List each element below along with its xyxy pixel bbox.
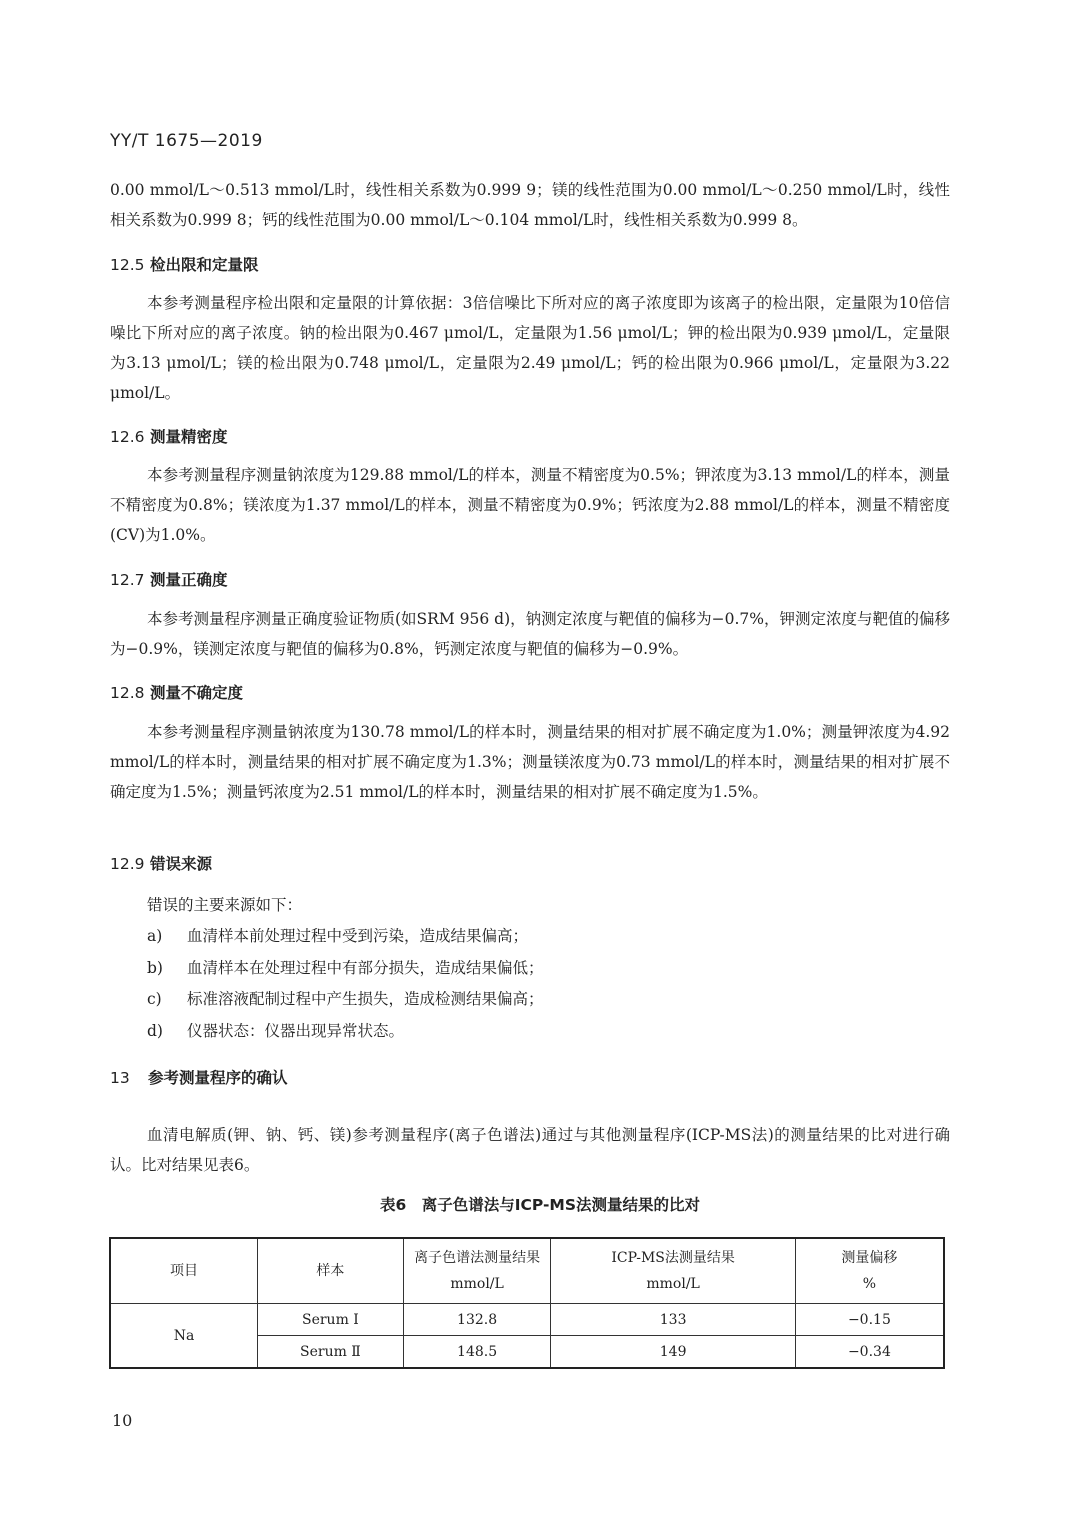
list-item bbox=[147, 1016, 544, 1048]
list-marker: b) bbox=[147, 958, 163, 977]
page-number: 10 bbox=[112, 1411, 133, 1430]
standard-header: YY/T 1675—2019 bbox=[110, 131, 263, 151]
list-text: 血清样本在处理过程中有部分损失，造成结果偏低； bbox=[187, 958, 544, 977]
header-line: 测量偏移 bbox=[841, 1250, 898, 1266]
section-number: 12.9 bbox=[110, 855, 145, 873]
error-sources-list bbox=[147, 921, 544, 1047]
list-marker: a) bbox=[147, 927, 163, 945]
section-number: 12.7 bbox=[110, 571, 145, 589]
section-12-8-heading bbox=[110, 681, 243, 703]
list-marker: d) bbox=[147, 1021, 163, 1040]
cell-item: Na bbox=[110, 1304, 258, 1369]
section-title: 测量正确度 bbox=[150, 571, 228, 589]
section-number: 12.5 bbox=[110, 256, 145, 274]
section-title: 参考测量程序的确认 bbox=[148, 1069, 288, 1087]
list-text: 仪器状态：仪器出现异常状态。 bbox=[187, 1021, 405, 1040]
table-header-row bbox=[110, 1238, 944, 1304]
list-item bbox=[147, 921, 544, 953]
section-title: 测量精密度 bbox=[150, 428, 228, 446]
header-item: 项目 bbox=[110, 1238, 258, 1304]
section-title: 错误来源 bbox=[150, 855, 213, 873]
paragraph-linearity: 0.00 mmol/L～0.513 mmol/L时，线性相关系数为0.999 9；镁的线性范围为0.00 mmol/L～0.250 mmol/L时，线性相关系数为0.999 8；钙的线性范围为0.00 mmol/L～0.104 mmol/L时，线性相关系数为0.999 8。 bbox=[110, 181, 950, 229]
cell-bias: −0.34 bbox=[795, 1336, 944, 1369]
header-line: 离子色谱法测量结果 bbox=[414, 1250, 541, 1266]
section-title: 测量不确定度 bbox=[150, 684, 244, 702]
cell-sample: Serum Ⅰ bbox=[258, 1304, 404, 1336]
paragraph-precision: 本参考测量程序测量钠浓度为129.88 mmol/L的样本，测量不精密度为0.5%；钾浓度为3.13 mmol/L的样本，测量不精密度为0.8%；镁浓度为1.37 mmol/L的样本，测量不精密度为0.9%；钙浓度为2.88 mmol/L的样本，测量不精密度(CV)为1.0%。 bbox=[110, 466, 950, 544]
section-12-5-heading bbox=[110, 253, 259, 275]
list-item bbox=[147, 984, 544, 1016]
error-sources-intro: 错误的主要来源如下： bbox=[147, 896, 303, 914]
header-unit: mmol/L bbox=[646, 1276, 700, 1292]
section-12-6-heading bbox=[110, 425, 228, 447]
comparison-table bbox=[109, 1237, 945, 1369]
cell-icp: 149 bbox=[551, 1336, 795, 1369]
header-bias bbox=[795, 1238, 944, 1304]
cell-ic: 148.5 bbox=[403, 1336, 551, 1369]
cell-ic: 132.8 bbox=[403, 1304, 551, 1336]
section-13-heading bbox=[110, 1066, 288, 1088]
cell-sample: Serum Ⅱ bbox=[258, 1336, 404, 1369]
paragraph-confirmation: 血清电解质(钾、钠、钙、镁)参考测量程序(离子色谱法)通过与其他测量程序(ICP-MS法)的测量结果的比对进行确认。比对结果见表6。 bbox=[110, 1126, 950, 1174]
section-12-9-heading bbox=[110, 852, 212, 874]
cell-icp: 133 bbox=[551, 1304, 795, 1336]
section-number: 13 bbox=[110, 1069, 130, 1087]
paragraph-detection-limit: 本参考测量程序检出限和定量限的计算依据：3倍信噪比下所对应的离子浓度即为该离子的检出限，定量限为10倍信噪比下所对应的离子浓度。钠的检出限为0.467 μmol/L，定量限为1.56 μmol/L；钾的检出限为0.939 μmol/L，定量限为3.13 μmol/L；镁的检出限为0.748 μmol/L，定量限为2.49 μmol/L；钙的检出限为0.966 μmol/L，定量限为3.22 μmol/L。 bbox=[110, 294, 950, 402]
list-text: 血清样本前处理过程中受到污染，造成结果偏高； bbox=[187, 927, 529, 945]
cell-bias: −0.15 bbox=[795, 1304, 944, 1336]
table-row bbox=[110, 1304, 944, 1336]
list-text: 标准溶液配制过程中产生损失，造成检测结果偏高； bbox=[187, 990, 544, 1008]
section-title: 检出限和定量限 bbox=[150, 256, 259, 274]
list-marker: c) bbox=[147, 990, 162, 1008]
header-unit: mmol/L bbox=[450, 1276, 504, 1292]
paragraph-uncertainty: 本参考测量程序测量钠浓度为130.78 mmol/L的样本时，测量结果的相对扩展不确定度为1.0%；测量钾浓度为4.92 mmol/L的样本时，测量结果的相对扩展不确定度为1.3%；测量镁浓度为0.73 mmol/L的样本时，测量结果的相对扩展不确定度为1.5%；测量钙浓度为2.51 mmol/L的样本时，测量结果的相对扩展不确定度为1.5%。 bbox=[110, 723, 950, 801]
section-12-7-heading bbox=[110, 568, 228, 590]
section-number: 12.8 bbox=[110, 684, 145, 702]
header-unit: % bbox=[862, 1276, 877, 1292]
header-icp-result bbox=[551, 1238, 795, 1304]
header-line: ICP-MS法测量结果 bbox=[611, 1250, 735, 1266]
header-sample: 样本 bbox=[258, 1238, 404, 1304]
paragraph-trueness: 本参考测量程序测量正确度验证物质(如SRM 956 d)，钠测定浓度与靶值的偏移为−0.7%，钾测定浓度与靶值的偏移为−0.9%，镁测定浓度与靶值的偏移为0.8%，钙测定浓度与靶值的偏移为−0.9%。 bbox=[110, 610, 950, 658]
section-number: 12.6 bbox=[110, 428, 145, 446]
list-item bbox=[147, 953, 544, 985]
table-title: 表6 离子色谱法与ICP-MS法测量结果的比对 bbox=[379, 1196, 701, 1214]
header-ic-result bbox=[403, 1238, 551, 1304]
